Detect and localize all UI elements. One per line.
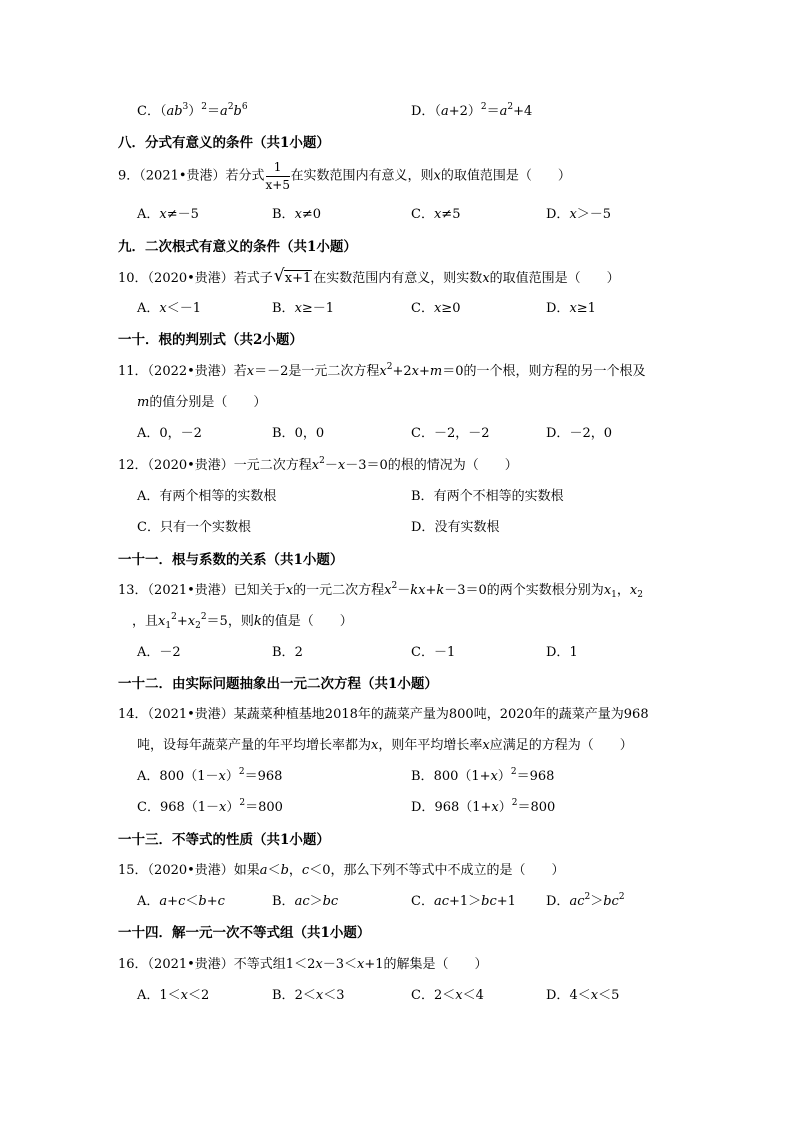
question-10: 10．（2020•贵港）若式子 √ x+1 在实数范围内有意义，则实数x的取值范围是（ ）: [118, 266, 620, 286]
q13-option-a: A．－2: [137, 645, 181, 660]
q12-option-d: D．没有实数根: [411, 520, 500, 535]
q12-option-b: B．有两个不相等的实数根: [411, 489, 564, 504]
q9-option-c: C．x≠5: [411, 207, 461, 222]
q11-option-d: D．－2，0: [546, 426, 612, 441]
question-13-line-2: ，且$x_1^2+x_2^2=5$，则k的值是（ ）: [132, 612, 353, 631]
section-heading-12: 一十二．由实际问题抽象出一元二次方程（共1小题）: [118, 676, 438, 692]
question-11-line-1: 11．（2022•贵港）若x＝－2是一元二次方程$x^2+2x+m=0$的一个根，则方程的另一个根及: [118, 362, 646, 379]
q11-option-b: B．0，0: [272, 426, 325, 441]
question-16: 16．（2021•贵港）不等式组1＜2x－3＜x+1的解集是（ ）: [118, 957, 488, 972]
question-14-line-2: 吨，设每年蔬菜产量的年平均增长率都为x，则年平均增长率x应满足的方程为（ ）: [137, 738, 633, 753]
section-heading-8: 八．分式有意义的条件（共1小题）: [118, 135, 330, 151]
fraction: $\frac{1}{x+5}$: [265, 160, 290, 192]
q11-option-c: C．－2，－2: [411, 426, 490, 441]
q15-option-c: C．ac+1＞bc+1: [411, 894, 516, 909]
q14-option-c: C．$968(1-x)^2=800$: [137, 798, 283, 815]
q15-option-b: B．ac＞bc: [272, 894, 339, 909]
q16-option-a: A．1＜x＜2: [137, 988, 210, 1003]
q12-option-c: C．只有一个实数根: [137, 520, 251, 535]
question-9: 9．（2021•贵港）若分式 $\frac{1}{x+5}$ 在实数范围内有意义，则x的取值范围是（ ）: [118, 160, 571, 192]
q14-option-d: D．$968(1+x)^2=800$: [411, 798, 556, 815]
square-root: √ x+1: [273, 266, 312, 286]
q16-option-b: B．2＜x＜3: [272, 988, 345, 1003]
section-heading-13: 一十三．不等式的性质（共1小题）: [118, 832, 330, 848]
q15-option-a: A．a+c＜b+c: [137, 894, 225, 909]
section-heading-11: 一十一．根与系数的关系（共1小题）: [118, 552, 344, 568]
q8-option-c: C．$(ab^3)^2=a^2b^6$: [137, 102, 248, 119]
q11-option-a: A．0，－2: [137, 426, 202, 441]
q10-option-b: B．x≥－1: [272, 301, 335, 316]
q16-option-d: D．4＜x＜5: [546, 988, 620, 1003]
question-13-line-1: 13．（2021•贵港）已知关于x的一元二次方程$x^2-kx+k-3=0$的两个实数根分别为$x_1$，$x_2$: [118, 581, 643, 600]
question-15: 15．（2020•贵港）如果a＜b，c＜0，那么下列不等式中不成立的是（ ）: [118, 863, 565, 878]
q14-option-b: B．$800(1+x)^2=968$: [411, 767, 555, 784]
q10-option-a: A．x＜－1: [137, 301, 202, 316]
question-14-line-1: 14．（2021•贵港）某蔬菜种植基地2018年的蔬菜产量为800吨，2020年的蔬菜产量为968: [118, 707, 649, 722]
q16-option-c: C．2＜x＜4: [411, 988, 484, 1003]
q9-option-a: A．x≠－5: [137, 207, 199, 222]
q12-option-a: A．有两个相等的实数根: [137, 489, 277, 504]
q8-option-d: D．$(a+2)^2=a^2+4$: [411, 102, 533, 119]
q9-option-d: D．x＞－5: [546, 207, 612, 222]
section-heading-14: 一十四．解一元一次不等式组（共1小题）: [118, 925, 371, 941]
q13-option-c: C．－1: [411, 645, 456, 660]
section-heading-10: 一十．根的判别式（共2小题）: [118, 332, 303, 348]
q13-option-d: D．1: [546, 645, 578, 660]
question-12: 12．（2020•贵港）一元二次方程$x^2-x-3=0$的根的情况为（ ）: [118, 456, 518, 473]
q14-option-a: A．$800(1-x)^2=968$: [137, 767, 283, 784]
q9-option-b: B．x≠0: [272, 207, 322, 222]
q13-option-b: B．2: [272, 645, 303, 660]
section-heading-9: 九．二次根式有意义的条件（共1小题）: [118, 239, 357, 255]
q10-option-d: D．x≥1: [546, 301, 596, 316]
question-11-line-2: m的值分别是（ ）: [137, 395, 267, 410]
q10-option-c: C．x≥0: [411, 301, 461, 316]
q15-option-d: D．$ac^2>bc^2$: [546, 892, 625, 909]
